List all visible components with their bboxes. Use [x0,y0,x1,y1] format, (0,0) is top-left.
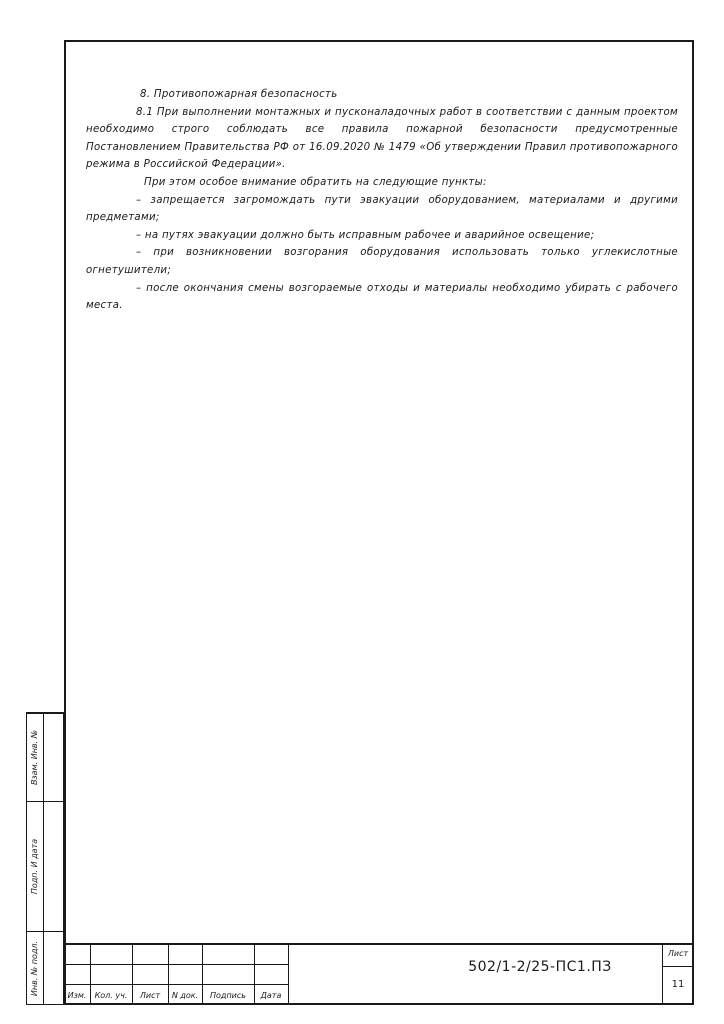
side-label-podp: Подп. И дата [30,838,40,894]
paragraph-2: При этом особое внимание обратить на следующие пункты: [144,176,487,188]
col-list: Лист [139,991,161,1000]
side-label-inv-wrap [28,931,42,1006]
col-n-dok: N док. [171,991,199,1000]
document-body [86,86,678,315]
sheet-number: 11 [671,979,685,990]
list-item: – запрещается загромождать пути эвакуации оборудованием, материалами и другими предметами; [86,194,678,224]
paragraph-1: 8.1 При выполнении монтажных и пусконаладочных работ в соответствии с данным проектом необходимо строго соблюдать все правила пожарной безопасности предусмотренные Постановлением Правительства РФ от 16.09.2020 № 1479 «Об утверждении Правил противопожарного режима в Российской Федерации». [86,106,678,171]
sheet-label: Лист [667,949,689,958]
side-label-vzam: Взам. Инв. № [30,729,40,785]
col-izm: Изм. [67,991,87,1000]
side-label-podp-wrap [28,801,42,931]
section-heading: 8. Противопожарная безопасность [140,89,338,100]
col-kol-uch: Кол. уч. [94,991,128,1000]
tb-top-line [64,943,694,945]
side-label-inv: Инв. № подл. [30,940,40,997]
tb-col-line [288,943,289,1005]
list-item: – после окончания смены возгораемые отходы и материалы необходимо убирать с рабочего места. [86,282,678,312]
list-item: – при возникновении возгорания оборудования использовать только углекислотные огнетушители; [86,247,678,276]
title-block [64,943,694,1005]
col-data: Дата [260,991,282,1000]
list-item: – на путях эвакуации должно быть исправным рабочее и аварийное освещение; [136,229,595,241]
side-stamp [26,712,64,1005]
document-code: 502/1-2/25-ПС1.ПЗ [468,959,612,975]
side-label-vzam-wrap [28,713,42,801]
col-podpis: Подпись [210,991,246,1000]
